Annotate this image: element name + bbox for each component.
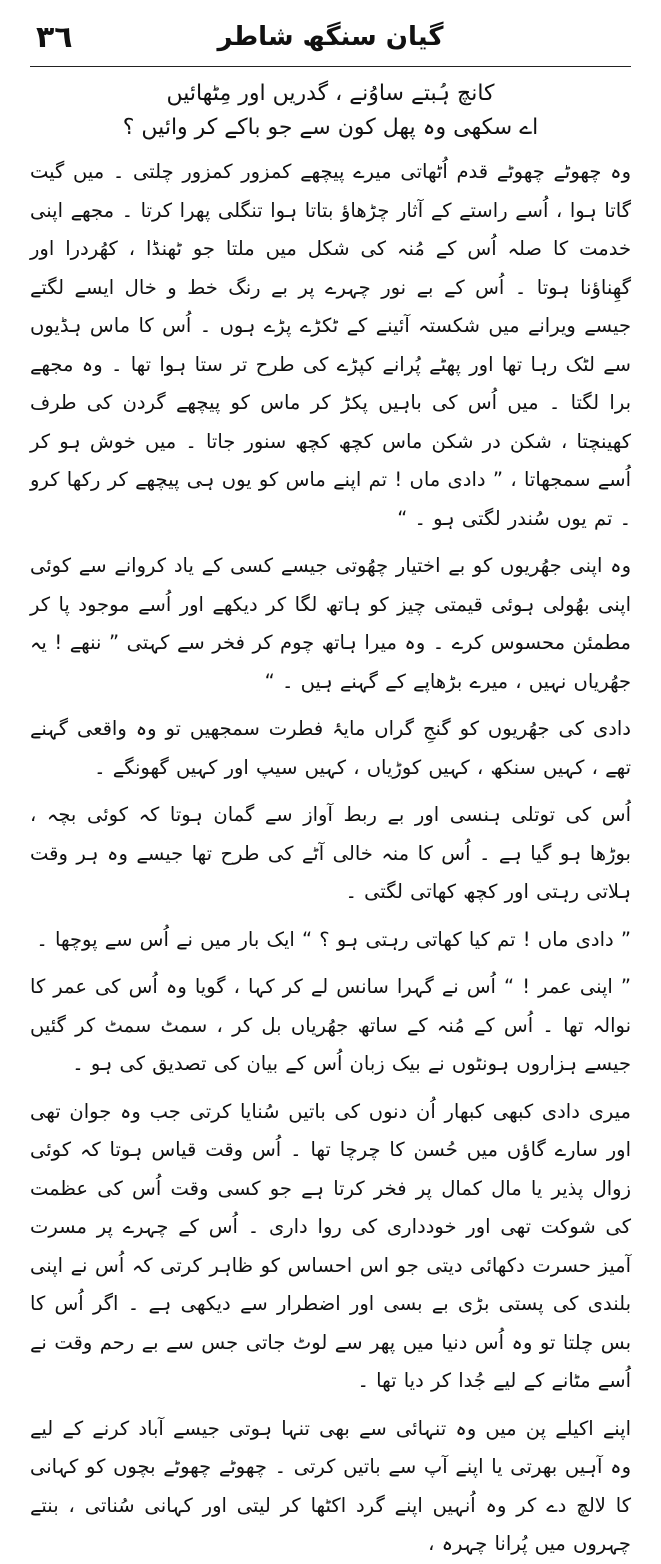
paragraph: ” اپنی عمر ! “ اُس نے گہرا سانس لے کر کہا ، گویا وہ اُس کی عمر کا نوالہ تھا ۔ اُس کے مُنہ کے ساتھ جھُریاں بل کر ، سمٹ سمٹ کر گئیں جیسے ہزاروں ہونٹوں نے بیک زبان اُس کے بیان کی تصدیق کی ہو ۔ [30, 975, 631, 1075]
paragraph: اپنے اکیلے پن میں وہ تنہائی سے بھی تنہا ہوتی جیسے آباد کرنے کے لیے وہ آہیں بھرتی یا اپنے آپ سے باتیں کرتی ۔ چھوٹے چھوٹے بچوں کو کہانی کا لالچ دے کر وہ اُنہیں اپنے گرد اکٹھا کر لیتی اور کہانی سُناتی ، بنتے چہروں میں پُرانا چہرہ ، [30, 1416, 631, 1555]
page-header [30, 14, 631, 67]
running-title: گیان سنگھ شاطر [217, 22, 444, 52]
verse-line: اے سکھی وہ پھل کون سے جو باکے کر وائیں ؟ [122, 115, 539, 140]
verse-couplet [30, 77, 631, 145]
paragraph: اُس کی توتلی ہنسی اور بے ربط آواز سے گمان ہوتا کہ کوئی بچہ ، بوڑھا ہو گیا ہے ۔ اُس کا منہ خالی آٹے کی طرح تھا جیسے وہ ہر وقت ہلاتی رہتی اور کچھ کھاتی لگتی ۔ [30, 803, 631, 903]
paragraph: وہ چھوٹے چھوٹے قدم اُٹھاتی میرے پیچھے کمزور کمزور چلتی ۔ میں گیت گاتا ہوا ، اُسے راستے کے آثار چڑھاؤ بتاتا ہوا تنگلی پھرا کرتا ۔ مجھے اپنی خدمت کا صلہ اُس کے مُنہ کی شکل میں ملتا جو ٹھنڈا ، کھُردرا اور گھِناؤنا ہوتا ۔ اُس کے بے نور چہرے پر بے رنگ خط و خال ایسے لگتے جیسے ویرانے میں شکستہ آئینے کے ٹکڑے پڑے ہوں ۔ اُس کا ماس ہڈیوں سے لٹک رہا تھا اور پھٹے پُرانے کپڑے کی طرح تر ستا ہوا تھا ۔ وہ مجھے برا لگتا ۔ میں اُس کی باہیں پکڑ کر ماس کو پیچھے گردن کی طرف کھینچتا ، شکن در شکن ماس کچھ کچھ سنور جاتا ۔ میں خوش ہو کر اُسے سمجھاتا ، ” دادی ماں ! تم اپنے ماس کو یوں ہی پیچھے کر رکھا کرو ۔ تم یوں سُندر لگتی ہو ۔ “ [30, 160, 631, 530]
paragraph: ” دادی ماں ! تم کیا کھاتی رہتی ہو ؟ “ ایک بار میں نے اُس سے پوچھا ۔ [36, 927, 631, 951]
paragraph: دادی کی جھُریوں کو گنجِ گراں مایۂ فطرت سمجھیں تو وہ واقعی گہنے تھے ، کہیں سنکھ ، کہیں کوڑیاں ، کہیں سیپ اور کہیں گھونگے ۔ [30, 717, 631, 779]
paragraph: میری دادی کبھی کبھار اُن دنوں کی باتیں سُنایا کرتی جب وہ جوان تھی اور سارے گاؤں میں حُسن کا چرچا تھا ۔ اُس وقت قیاس ہوتا کہ کوئی زوال پذیر یا مال کمال پر فخر کرتا ہے جو کسی وقت اُس کی عظمت کی شوکت تھی اور خودداری کی روا داری ۔ اُس کے چہرے پر مسرت آمیز حسرت دکھائی دیتی جو اس احساس کو ظاہر کرتی کہ اُس نے اپنی بلندی کی پستی بڑی بے بسی اور اضطرار سے دیکھی ہے ۔ اگر اُس کا بس چلتا تو وہ اُس دنیا میں پھر سے لوٹ جاتی جس سے بے رحم وقت نے اُسے مٹانے کے لیے جُدا کر دیا تھا ۔ [30, 1099, 631, 1392]
body-text [30, 153, 631, 1564]
page-number: ٣٦ [36, 20, 73, 55]
verse-line: کانچ ہُبتے ساوُنے ، گدریں اور مِٹھائیں [166, 81, 495, 106]
paragraph: وہ اپنی جھُریوں کو بے اختیار چھُوتی جیسے کسی کے یاد کروانے سے کوئی اپنی بھُولی ہوئی قیمتی چیز کو ہاتھ لگا کر دیکھے اور اُسے موجود پا کر مطمئن محسوس کرے ۔ وہ میرا ہاتھ چوم کر فخر سے کہتی ” ننھے ! یہ جھُریاں نہیں ، میرے بڑھاپے کے گہنے ہیں ۔ “ [30, 554, 631, 693]
